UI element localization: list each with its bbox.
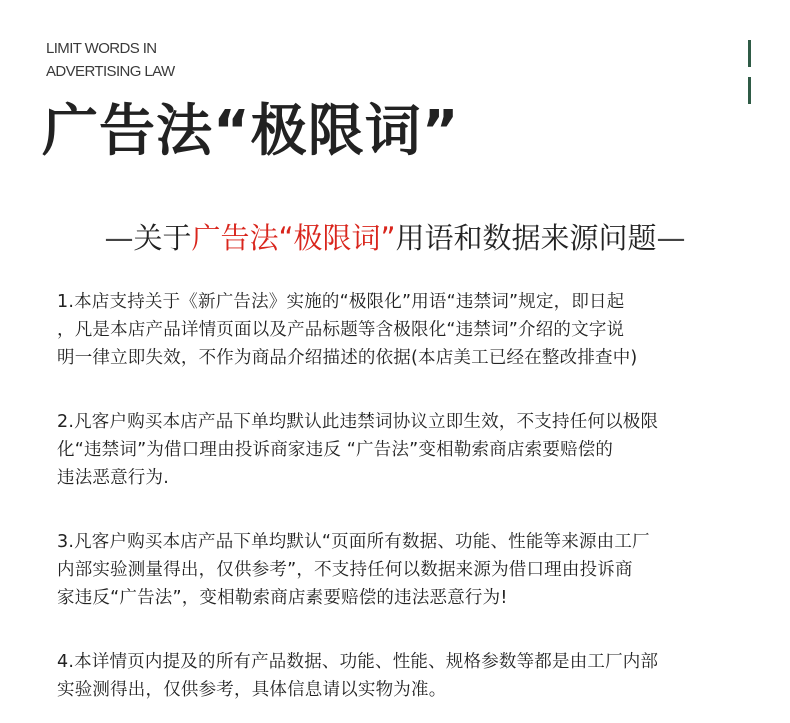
eyebrow-line: LIMIT WORDS IN xyxy=(46,40,157,57)
paragraph-line: 1.本店支持关于《新广告法》实施的“极限化”用语“违禁词”规定，即日起 xyxy=(57,292,625,312)
policy-paragraph-4 xyxy=(57,648,747,704)
subtitle-highlight: 广告法“极限词” xyxy=(191,221,396,255)
policy-paragraph-3 xyxy=(57,528,747,612)
policy-paragraph-2 xyxy=(57,408,747,492)
paragraph-line: 明一律立即失效，不作为商品介绍描述的依据(本店美工已经在整改排查中) xyxy=(57,348,638,368)
paragraph-line: ，凡是本店产品详情页面以及产品标题等含极限化“违禁词”介绍的文字说 xyxy=(57,320,625,340)
paragraph-line: 2.凡客户购买本店产品下单均默认此违禁词协议立即生效，不支持任何以极限 xyxy=(57,412,659,432)
paragraph-line: 家违反“广告法”，变相勒索商店素要赔偿的违法恶意行为! xyxy=(57,588,508,608)
paragraph-line: 内部实验测量得出，仅供参考”，不支持任何以数据来源为借口理由投诉商 xyxy=(57,560,633,580)
subtitle-dash-right: — xyxy=(656,221,686,255)
paragraph-line: 化“违禁词”为借口理由投诉商家违反 “广告法”变相勒索商店索要赔偿的 xyxy=(57,440,614,460)
eyebrow-line: ADVERTISING LAW xyxy=(46,63,175,80)
subtitle-dash-left: — xyxy=(104,221,134,255)
paragraph-line: 4.本详情页内提及的所有产品数据、功能、性能、规格参数等都是由工厂内部 xyxy=(57,652,659,672)
paragraph-line: 实验测得出，仅供参考，具体信息请以实物为准。 xyxy=(57,680,447,700)
accent-bar xyxy=(748,40,751,67)
subtitle-prefix: 关于 xyxy=(133,221,192,255)
policy-paragraph-1 xyxy=(57,288,747,372)
eyebrow-text xyxy=(46,37,175,83)
section-subtitle xyxy=(0,216,790,260)
accent-bar xyxy=(748,77,751,104)
subtitle-suffix: 用语和数据来源问题 xyxy=(395,221,657,255)
paragraph-line: 3.凡客户购买本店产品下单均默认“页面所有数据、功能、性能等来源由工厂 xyxy=(57,532,650,552)
page-title: 广告法“极限词” xyxy=(42,99,460,164)
paragraph-line: 违法恶意行为. xyxy=(57,468,169,488)
